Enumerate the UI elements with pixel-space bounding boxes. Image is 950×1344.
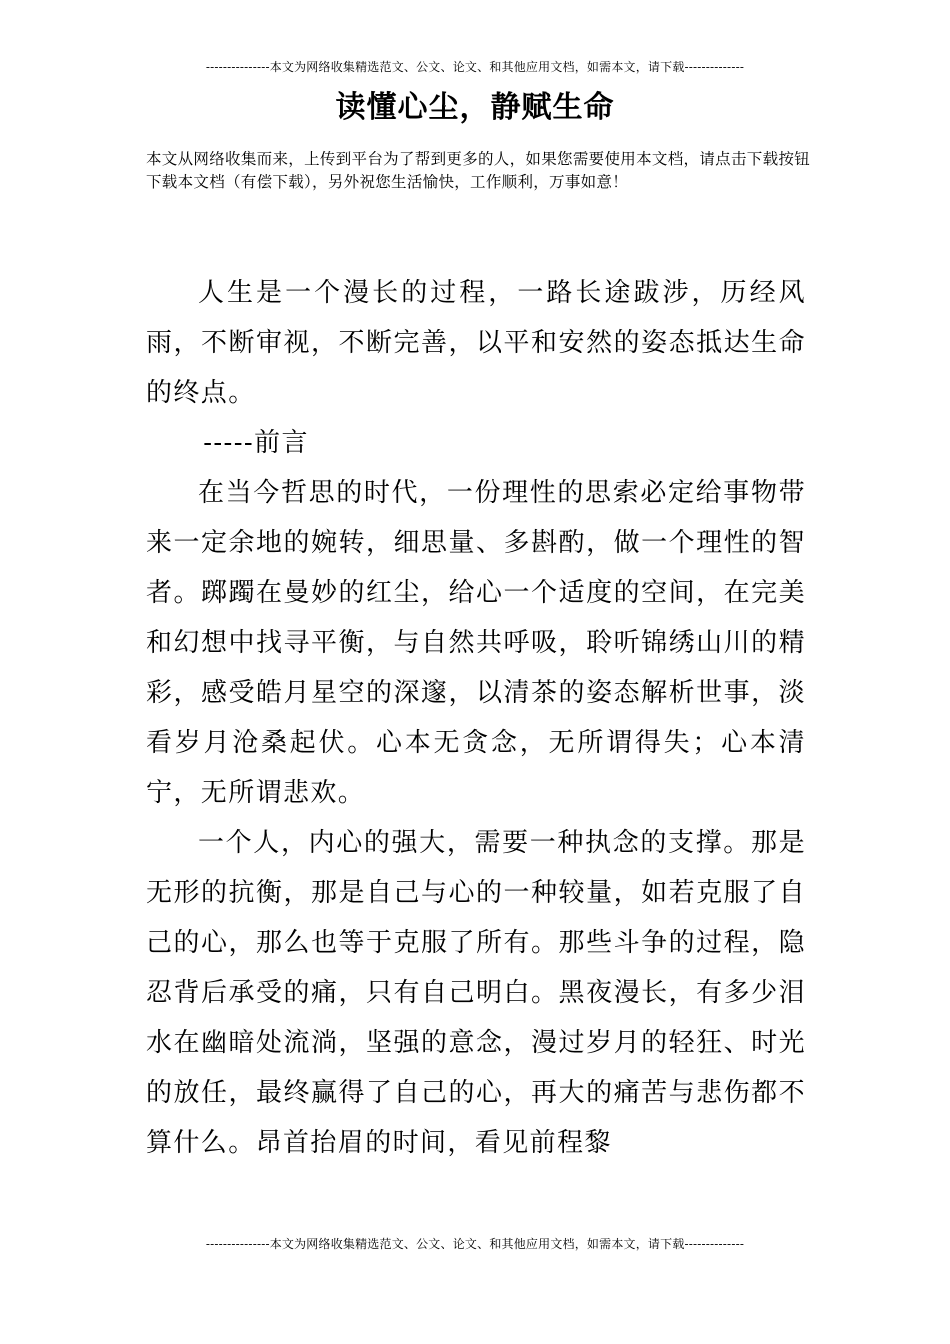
paragraph-body-2: 一个人，内心的强大，需要一种执念的支撑。那是无形的抗衡，那是自己与心的一种较量，如若克服了自己的心，那么也等于克服了所有。那些斗争的过程，隐忍背后承受的痛，只有自己明白。黑夜漫长，有多少泪水在幽暗处流淌，坚强的意念，漫过岁月的轻狂、时光的放任，最终赢得了自己的心，再大的痛苦与悲伤都不算什么。昂首抬眉的时间，看见前程黎 xyxy=(146,828,806,1158)
paragraph-opening: 人生是一个漫长的过程，一路长途跋涉，历经风雨，不断审视，不断完善，以平和安然的姿态抵达生命的终点。 xyxy=(146,278,806,408)
footer-banner: ---------------本文为网络收集精选范文、公文、论文、和其他应用文档，如需本文，请下载-------------- xyxy=(205,1237,745,1251)
paragraph-body-1: 在当今哲思的时代，一份理性的思索必定给事物带来一定余地的婉转，细思量、多斟酌，做一个理性的智者。踯躅在曼妙的红尘，给心一个适度的空间，在完美和幻想中找寻平衡，与自然共呼吸，聆听锦绣山川的精彩，感受皓月星空的深邃，以清茶的姿态解析世事，淡看岁月沧桑起伏。心本无贪念，无所谓得失；心本清宁，无所谓悲欢。 xyxy=(146,478,806,808)
document-title: 读懂心尘，静赋生命 xyxy=(335,90,615,125)
intro-notice: 本文从网络收集而来，上传到平台为了帮到更多的人，如果您需要使用本文档，请点击下载按钮下载本文档（有偿下载），另外祝您生活愉快，工作顺利，万事如意！ xyxy=(146,150,810,191)
article-body xyxy=(146,268,806,1168)
paragraph-preface-label: -----前言 xyxy=(203,428,309,458)
header-banner: ---------------本文为网络收集精选范文、公文、论文、和其他应用文档，如需本文，请下载-------------- xyxy=(205,60,745,74)
